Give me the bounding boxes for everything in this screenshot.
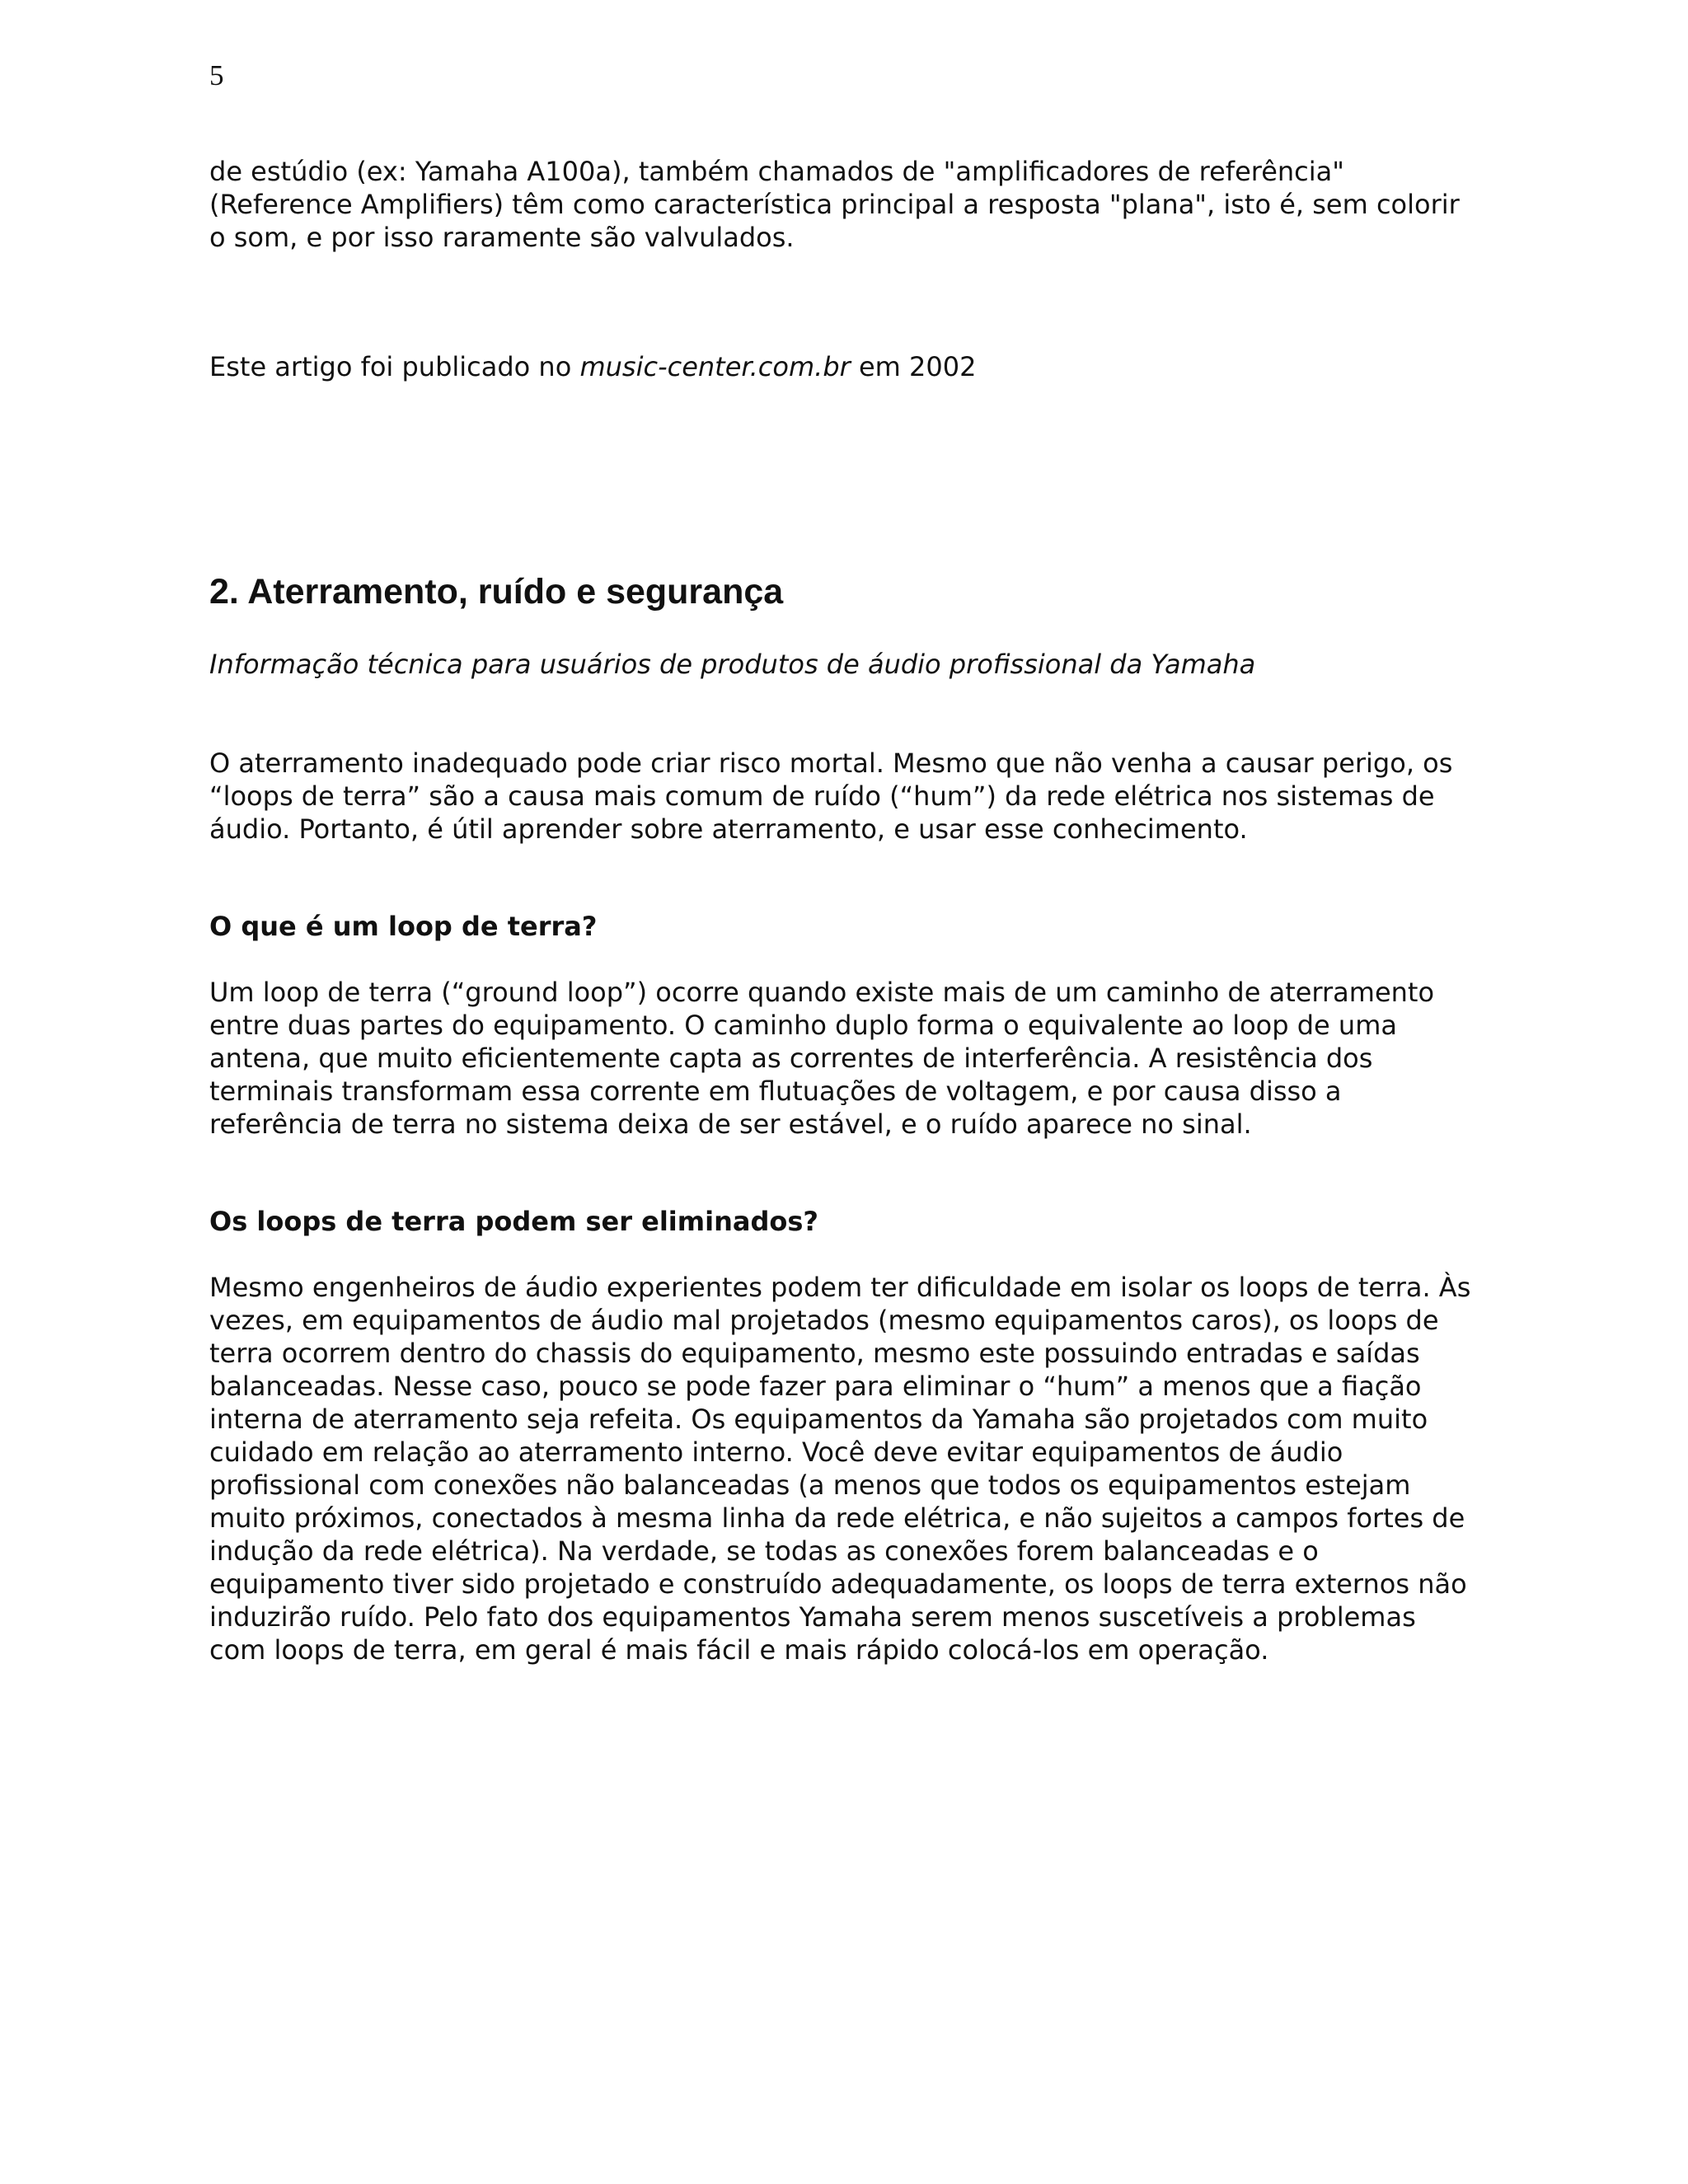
publication-prefix: Este artigo foi publicado no [209,351,580,382]
publication-suffix: em 2002 [850,351,977,382]
section-subtitle: Informação técnica para usuários de produtos de áudio profissional da Yamaha [209,649,1256,680]
publication-site: music-center.com.br [579,351,851,382]
section-title: 2. Aterramento, ruído e segurança [209,572,784,612]
publication-note [209,350,1545,383]
page-number: 5 [209,59,224,91]
question-heading-eliminate: Os loops de terra podem ser eliminados? [209,1206,818,1237]
paragraph-continuation: de estúdio (ex: Yamaha A100a), também chamados de "amplificadores de referência" (Reference Amplifiers) têm como característica principal a resposta "plana", isto é, sem colorir o som, e por isso raramente são valvulados. [209,156,1460,253]
answer-eliminate: Mesmo engenheiros de áudio experientes podem ter dificuldade em isolar os loops de terra. Às vezes, em equipamentos de áudio mal projetados (mesmo equipamentos caros), os loops de terra ocorrem dentro do chassis do equipamento, mesmo este possuindo entradas e saídas balanceadas. Nesse caso, pouco se pode fazer para eliminar o “hum” a menos que a fiação interna de aterramento seja refeita. Os equipamentos da Yamaha são projetados com muito cuidado em relação ao aterramento interno. Você deve evitar equipamentos de áudio profissional com conexões não balanceadas (a menos que todos os equipamentos estejam muito próximos, conectados à mesma linha da rede elétrica, e não sujeitos a campos fortes de indução da rede elétrica). Na verdade, se todas as conexões forem balanceadas e o equipamento tiver sido projetado e construído adequadamente, os loops de terra externos não induzirão ruído. Pelo fato dos equipamentos Yamaha serem menos suscetíveis a problemas com loops de terra, em geral é mais fácil e mais rápido colocá-los em operação. [209,1272,1471,1666]
paragraph-intro: O aterramento inadequado pode criar risco mortal. Mesmo que não venha a causar perigo, os “loops de terra” são a causa mais comum de ruído (“hum”) da rede elétrica nos sistemas de áudio. Portanto, é útil aprender sobre aterramento, e usar esse conhecimento. [209,748,1453,845]
question-heading-ground-loop: O que é um loop de terra? [209,911,598,942]
answer-ground-loop: Um loop de terra (“ground loop”) ocorre quando existe mais de um caminho de aterramento entre duas partes do equipamento. O caminho duplo forma o equivalente ao loop de uma antena, que muito eficientemente capta as correntes de interferência. A resistência dos terminais transformam essa corrente em flutuações de voltagem, e por causa disso a referência de terra no sistema deixa de ser estável, e o ruído aparece no sinal. [209,977,1435,1140]
